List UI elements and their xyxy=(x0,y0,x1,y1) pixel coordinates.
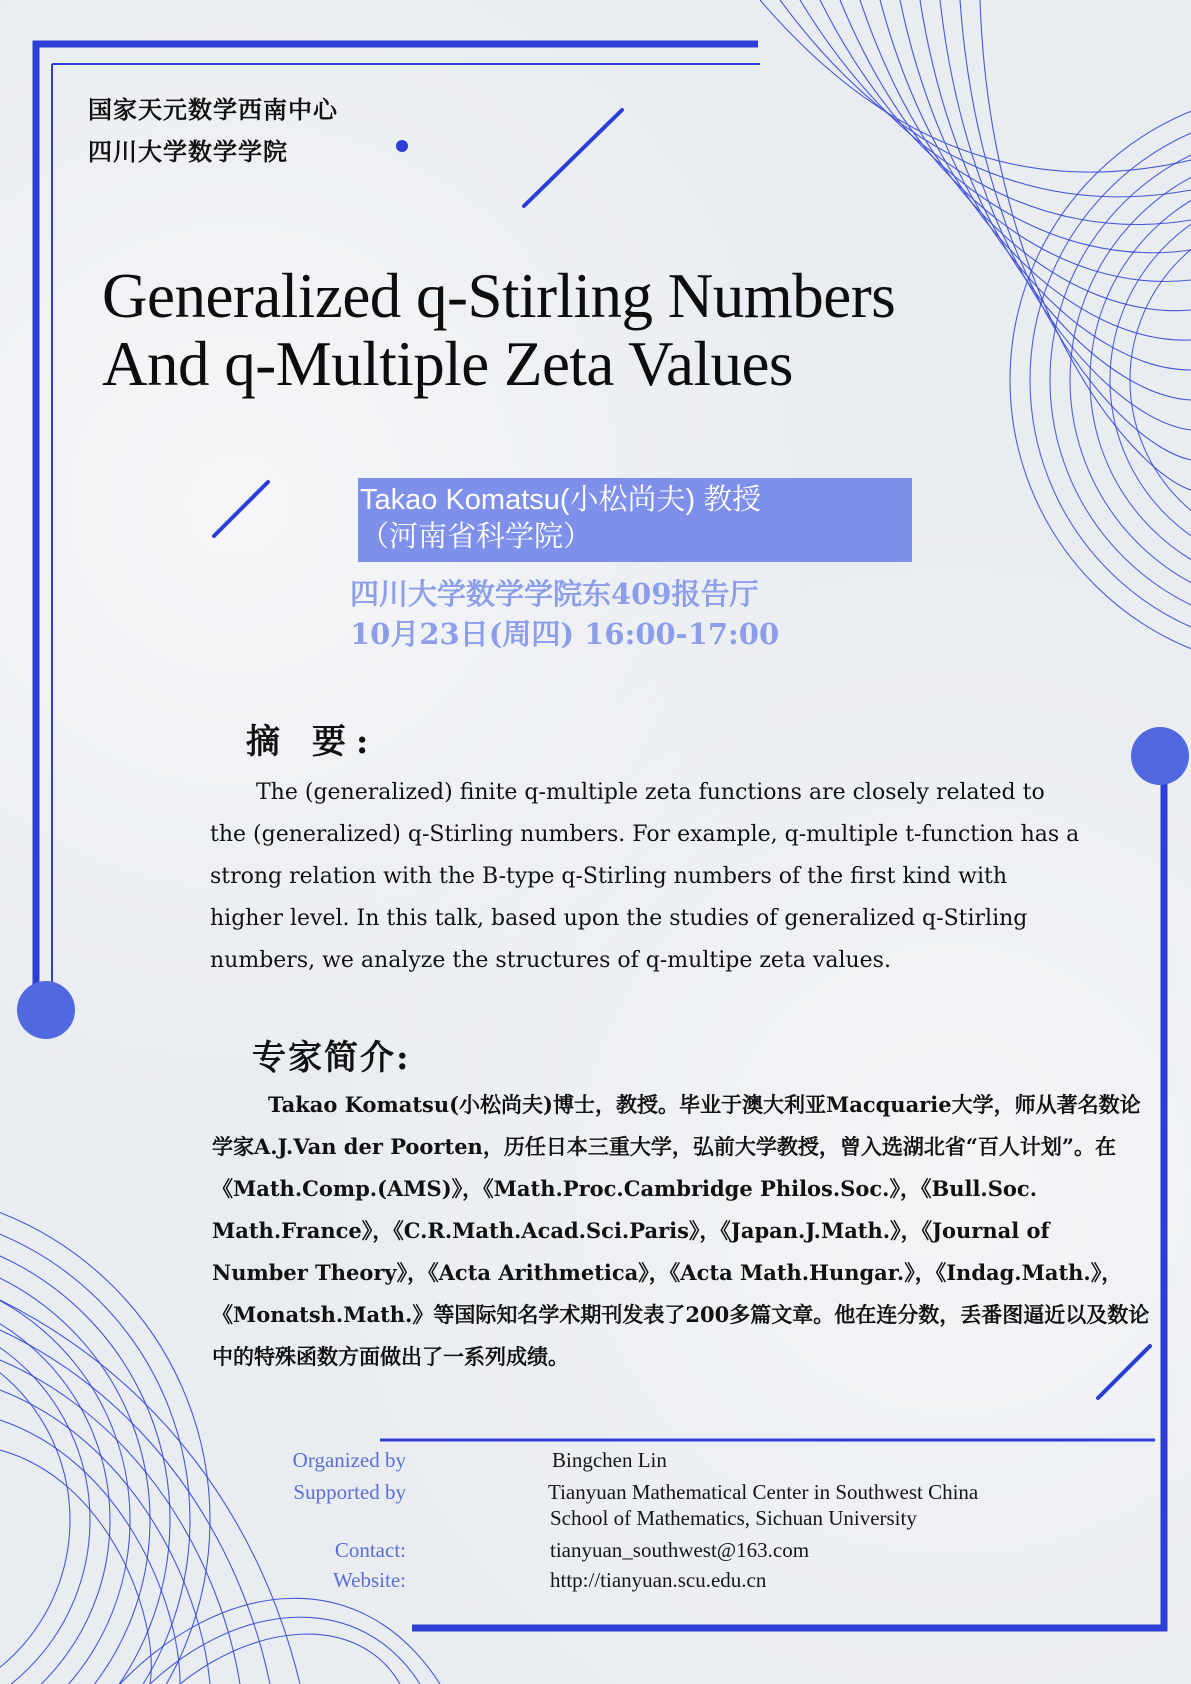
arcs-bottom-left xyxy=(0,1190,210,1684)
title-line-2: And q-Multiple Zeta Values xyxy=(102,329,793,399)
title-line-1: Generalized q-Stirling Numbers xyxy=(102,261,896,331)
website-link[interactable]: http://tianyuan.scu.edu.cn xyxy=(550,1568,767,1592)
institution-line-1: 国家天元数学西南中心 xyxy=(88,95,338,124)
website-label: Website: xyxy=(333,1568,406,1592)
bio-heading: 专家简介: xyxy=(252,1038,411,1078)
event-time: 10月23日(周四) 16:00-17:00 xyxy=(350,617,780,651)
supported-value-1: Tianyuan Mathematical Center in Southwest China xyxy=(548,1480,979,1504)
institution-line-2: 四川大学数学学院 xyxy=(88,137,288,166)
supported-value-2: School of Mathematics, Sichuan University xyxy=(550,1506,917,1530)
event-venue: 四川大学数学学院东409报告厅 xyxy=(350,577,759,611)
accent-stroke xyxy=(214,482,268,536)
supported-label: Supported by xyxy=(293,1480,406,1504)
organized-value: Bingchen Lin xyxy=(552,1448,667,1472)
accent-circle xyxy=(17,981,75,1039)
speaker-affiliation: （河南省科学院） xyxy=(360,521,593,553)
accent-stroke xyxy=(524,110,622,206)
speaker-info xyxy=(360,482,761,556)
arcs-right xyxy=(1010,90,1191,670)
wave-top-right xyxy=(760,0,1191,490)
abstract-heading: 摘 要: xyxy=(246,722,379,762)
abstract-body: The (generalized) finite q-multiple zeta functions are closely related to the (generalized) q-Stirling numbers. For example, q-multiple t-function has a strong relation with the B-type q-Stirling numbers of the first kind with higher level. In this talk, based upon the studies of generalized q-Stirling numbers, we analyze the structures of q-multipe zeta values. xyxy=(210,780,1080,973)
abstract-text xyxy=(210,772,1080,982)
footer xyxy=(246,1448,1146,1598)
accent-dot xyxy=(396,140,408,152)
contact-label: Contact: xyxy=(334,1538,406,1562)
contact-email[interactable]: tianyuan_southwest@163.com xyxy=(550,1538,810,1562)
bio-text xyxy=(212,1084,1152,1378)
talk-title xyxy=(102,262,1002,398)
event-details xyxy=(350,574,779,654)
bio-body: Takao Komatsu(小松尚夫)博士，教授。毕业于澳大利亚Macquarie大学，师从著名数论学家A.J.Van der Poorten，历任日本三重大学，弘前大学教授，曾入选湖北省“百人计划”。在《Math.Comp.(AMS)》，《Math.Proc.Cambridge Philos.Soc.》，《Bull.Soc. Math.France》，《C.R.Math.Acad.Sci.Paris》，《Japan.J.Math.》，《Journal of Number Theory》，《Acta Arithmetica》，《Acta Math.Hungar.》，《Indag.Math.》，《Monatsh.Math.》等国际知名学术期刊发表了200多篇文章。他在连分数，丢番图逼近以及数论中的特殊函数方面做出了一系列成绩。 xyxy=(212,1092,1150,1369)
organized-label: Organized by xyxy=(292,1448,406,1472)
accent-circle xyxy=(1131,727,1189,785)
speaker-name: Takao Komatsu(小松尚夫) 教授 xyxy=(360,484,762,516)
